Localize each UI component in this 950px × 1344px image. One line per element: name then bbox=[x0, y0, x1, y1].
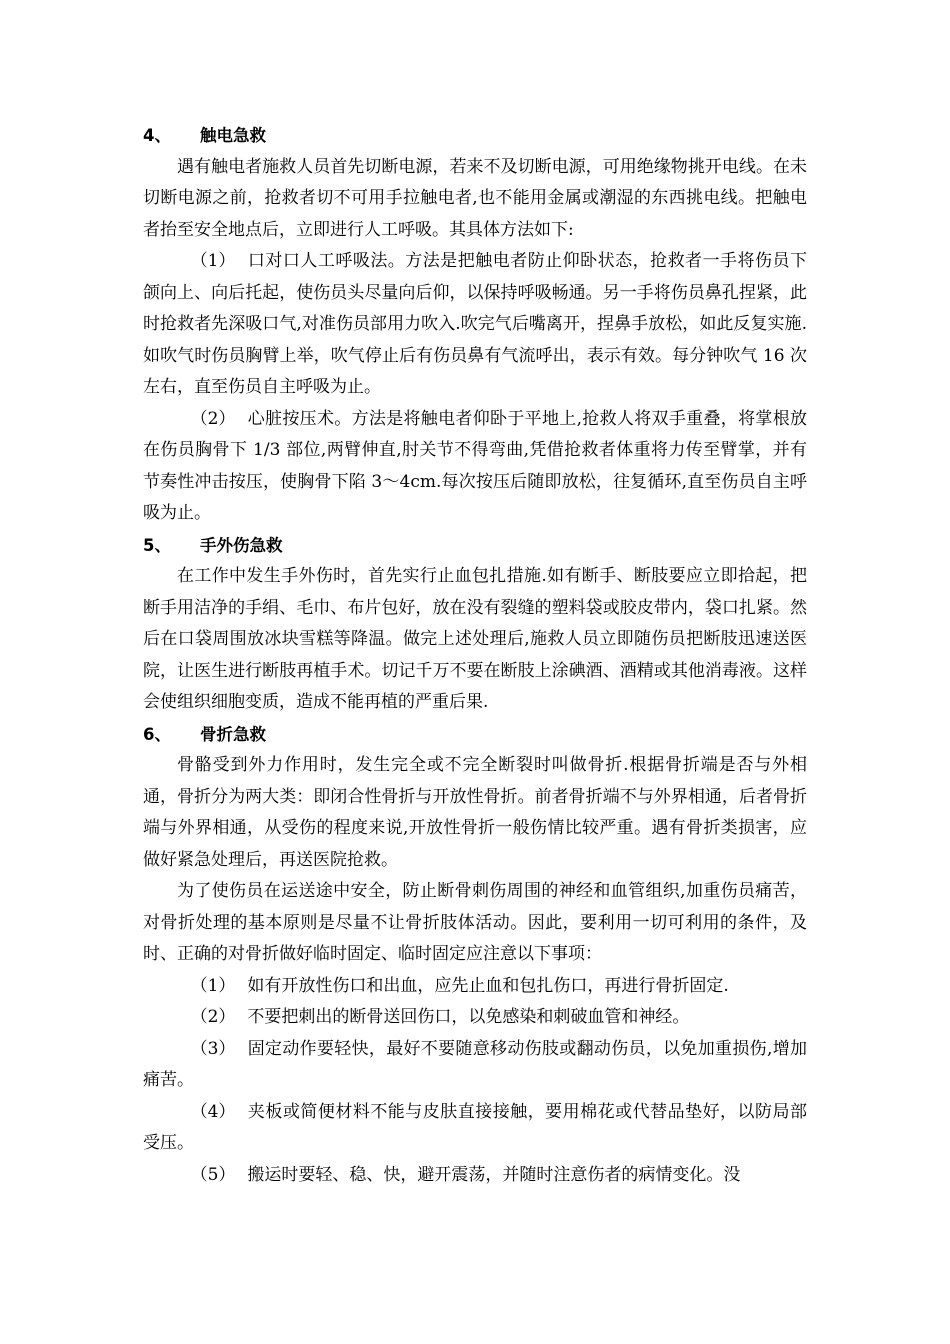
list-item-label: （1） bbox=[190, 975, 236, 996]
list-item bbox=[143, 1097, 807, 1160]
paragraph: 骨骼受到外力作用时，发生完全或不完全断裂时叫做骨折.根据骨折端是否与外相通，骨折分为两大类：即闭合性骨折与开放性骨折。前者骨折端不与外界相通，后者骨折端与外界相通，从受伤的程度来说,开放性骨折一般伤情比较严重。遇有骨折类损害，应做好紧急处理后，再送医院抢救。 bbox=[143, 755, 807, 870]
list-item bbox=[143, 971, 807, 1003]
section-number: 4、 bbox=[143, 126, 171, 145]
list-item bbox=[143, 1002, 807, 1034]
section-title: 手外伤急救 bbox=[200, 535, 283, 555]
list-item-text: 如有开放性伤口和出血，应先止血和包扎伤口，再进行骨折固定. bbox=[247, 975, 729, 996]
section-title: 触电急救 bbox=[200, 126, 266, 145]
list-item-label: （1） bbox=[190, 251, 236, 271]
paragraph: 遇有触电者施救人员首先切断电源，若来不及切断电源，可用绝缘物挑开电线。在未切断电源之前，抢救者切不可用手拉触电者,也不能用金属或潮湿的东西挑电线。把触电者抬至安全地点后，立即进行人工呼吸。其具体方法如下: bbox=[143, 156, 807, 240]
list-item bbox=[143, 246, 807, 404]
list-item-label: （3） bbox=[190, 1038, 236, 1059]
list-item-text: 口对口人工呼吸法。方法是把触电者防止仰卧状态，抢救者一手将伤员下颌向上、向后托起，使伤员头尽量向后仰，以保持呼吸畅通。另一手将伤员鼻孔捏紧，此时抢救者先深吸口气,对准伤员部用力吹入.吹完气后嘴离开，捏鼻手放松，如此反复实施.如吹气时伤员胸臂上举，吹气停止后有伤员鼻有气流呼出，表示有效。每分钟吹气 16 次左右，直至伤员自主呼吸为止。 bbox=[143, 251, 807, 397]
list-item-label: （5） bbox=[190, 1164, 236, 1185]
list-item bbox=[143, 1034, 807, 1097]
list-item-text: 心脏按压术。方法是将触电者仰卧于平地上,抢救人将双手重叠，将掌根放在伤员胸骨下 1/3 部位,两臂伸直,肘关节不得弯曲,凭借抢救者体重将力传至臂掌，并有节奏性冲击按压，使胸骨下陷 3～4cm.每次按压后随即放松，往复循环,直至伤员自主呼吸为止。 bbox=[143, 408, 807, 523]
list-item-text: 搬运时要轻、稳、快，避开震荡，并随时注意伤者的病情变化。没 bbox=[247, 1164, 741, 1185]
paragraph: 在工作中发生手外伤时，首先实行止血包扎措施.如有断手、断肢要应立即拾起，把断手用洁净的手绢、毛巾、布片包好，放在没有裂缝的塑料袋或胶皮带内，袋口扎紧。然后在口袋周围放冰块雪糕等降温。做完上述处理后,施救人员立即随伤员把断肢迅速送医院，让医生进行断肢再植手术。切记千万不要在断肢上涂碘酒、酒精或其他消毒液。这样会使组织细胞变质，造成不能再植的严重后果. bbox=[143, 566, 807, 712]
paragraph: 为了使伤员在运送途中安全，防止断骨刺伤周围的神经和血管组织,加重伤员痛苦，对骨折处理的基本原则是尽量不让骨折肢体活动。因此，要利用一切可利用的条件，及时、正确的对骨折做好临时固定、临时固定应注意以下事项： bbox=[143, 881, 807, 964]
list-item-label: （4） bbox=[190, 1101, 236, 1122]
list-item-label: （2） bbox=[190, 1007, 236, 1027]
section-heading-hand-injury bbox=[143, 530, 807, 562]
list-item-text: 夹板或简便材料不能与皮肤直接接触，要用棉花或代替品垫好，以防局部受压。 bbox=[143, 1101, 807, 1153]
document-body bbox=[143, 120, 807, 1191]
list-item-label: （2） bbox=[190, 408, 236, 429]
list-item bbox=[143, 1160, 807, 1192]
list-item bbox=[143, 404, 807, 530]
section-number: 6、 bbox=[143, 724, 171, 744]
list-item-text: 固定动作要轻快，最好不要随意移动伤肢或翻动伤员，以免加重损伤,增加痛苦。 bbox=[143, 1038, 807, 1090]
section-heading-electric-shock bbox=[143, 120, 807, 152]
section-number: 5、 bbox=[143, 535, 171, 555]
section-title: 骨折急救 bbox=[200, 724, 266, 744]
section-heading-fracture bbox=[143, 719, 807, 751]
list-item-text: 不要把刺出的断骨送回伤口，以免感染和刺破血管和神经。 bbox=[247, 1007, 690, 1027]
